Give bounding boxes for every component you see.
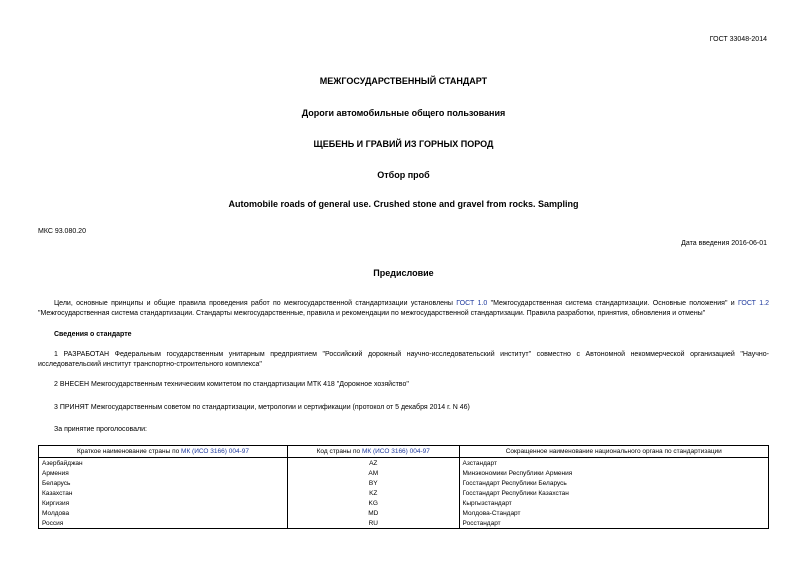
table-header-row (39, 446, 769, 458)
country-cell: Азербайджан (39, 458, 288, 469)
table-row (39, 458, 769, 469)
subject-title: Отбор проб (377, 170, 430, 180)
code-cell: MD (287, 508, 459, 518)
country-cell: Россия (39, 518, 288, 529)
code-cell: AM (287, 468, 459, 478)
introduction-date: Дата введения 2016-06-01 (681, 240, 767, 247)
body-cell: Минэкономики Республики Армения (459, 468, 768, 478)
mk-iso-link-1[interactable]: МК (ИСО 3166) 004-97 (181, 448, 249, 455)
p1-text-b: "Межгосударственная система стандартизации. Основные положения" и (487, 300, 738, 307)
developed-by-paragraph: 1 РАЗРАБОТАН Федеральным государственным унитарным предприятием "Российский дорожный научно-исследовательский институт" совместно с Автономной некоммерческой организацией "Научно-исследовательский институт транспортно-строительного комплекса" (38, 351, 769, 368)
body-cell: Азстандарт (459, 458, 768, 469)
p1-text-a: Цели, основные принципы и общие правила проведения работ по межгосударственной стандартизации установлены (54, 300, 457, 307)
material-title: ЩЕБЕНЬ И ГРАВИЙ ИЗ ГОРНЫХ ПОРОД (313, 139, 494, 149)
gost-1-2-link[interactable]: ГОСТ 1.2 (738, 300, 769, 307)
mk-iso-link-2[interactable]: МК (ИСО 3166) 004-97 (361, 448, 430, 455)
table-row (39, 498, 769, 508)
code-cell: KG (287, 498, 459, 508)
voted-for-paragraph: За принятие проголосовали: (54, 426, 147, 433)
preface-paragraph-1 (38, 299, 769, 319)
body-cell: Росстандарт (459, 518, 768, 529)
roads-title: Дороги автомобильные общего пользования (301, 108, 506, 118)
gost-1-0-link[interactable]: ГОСТ 1.0 (456, 300, 488, 307)
country-cell: Киргизия (39, 498, 288, 508)
country-cell: Армения (39, 468, 288, 478)
preface-heading: Предисловие (373, 268, 434, 278)
standard-type-title: МЕЖГОСУДАРСТВЕННЫЙ СТАНДАРТ (319, 76, 488, 86)
p1-text-c: "Межгосударственная система стандартизации. Стандарты межгосударственные, правила и рекомендации по межгосударственной стандартизации. Правила разработки, принятия, обновления и отмены" (38, 310, 706, 317)
country-code-header: Код страны по МК (ИСО 3166) 004-97 (287, 446, 459, 458)
body-cell: Госстандарт Республики Казахстан (459, 488, 768, 498)
about-standard-heading: Сведения о стандарте (54, 331, 132, 338)
code-cell: AZ (287, 458, 459, 469)
document-code: ГОСТ 33048-2014 (709, 36, 767, 43)
table-row (39, 478, 769, 488)
code-cell: RU (287, 518, 459, 529)
body-cell: Госстандарт Республики Беларусь (459, 478, 768, 488)
standards-body-header: Сокращенное наименование национального органа по стандартизации (459, 446, 768, 458)
body-cell: Молдова-Стандарт (459, 508, 768, 518)
code-cell: BY (287, 478, 459, 488)
table-row (39, 518, 769, 529)
table-row (39, 508, 769, 518)
country-cell: Казахстан (39, 488, 288, 498)
country-name-header: Краткое наименование страны по МК (ИСО 3166) 004-97 (39, 446, 288, 458)
introduced-by-paragraph: 2 ВНЕСЕН Межгосударственным техническим комитетом по стандартизации МТК 418 "Дорожное хозяйство" (54, 381, 409, 388)
table-row (39, 468, 769, 478)
english-title: Automobile roads of general use. Crushed stone and gravel from rocks. Sampling (228, 199, 579, 209)
table-row (39, 488, 769, 498)
body-cell: Кыргызстандарт (459, 498, 768, 508)
country-cell: Беларусь (39, 478, 288, 488)
code-cell: KZ (287, 488, 459, 498)
voting-countries-table (38, 445, 769, 529)
country-cell: Молдова (39, 508, 288, 518)
mks-code: МКС 93.080.20 (38, 228, 86, 235)
adopted-by-paragraph: 3 ПРИНЯТ Межгосударственным советом по стандартизации, метрологии и сертификации (протокол от 5 декабря 2014 г. N 46) (54, 404, 470, 411)
